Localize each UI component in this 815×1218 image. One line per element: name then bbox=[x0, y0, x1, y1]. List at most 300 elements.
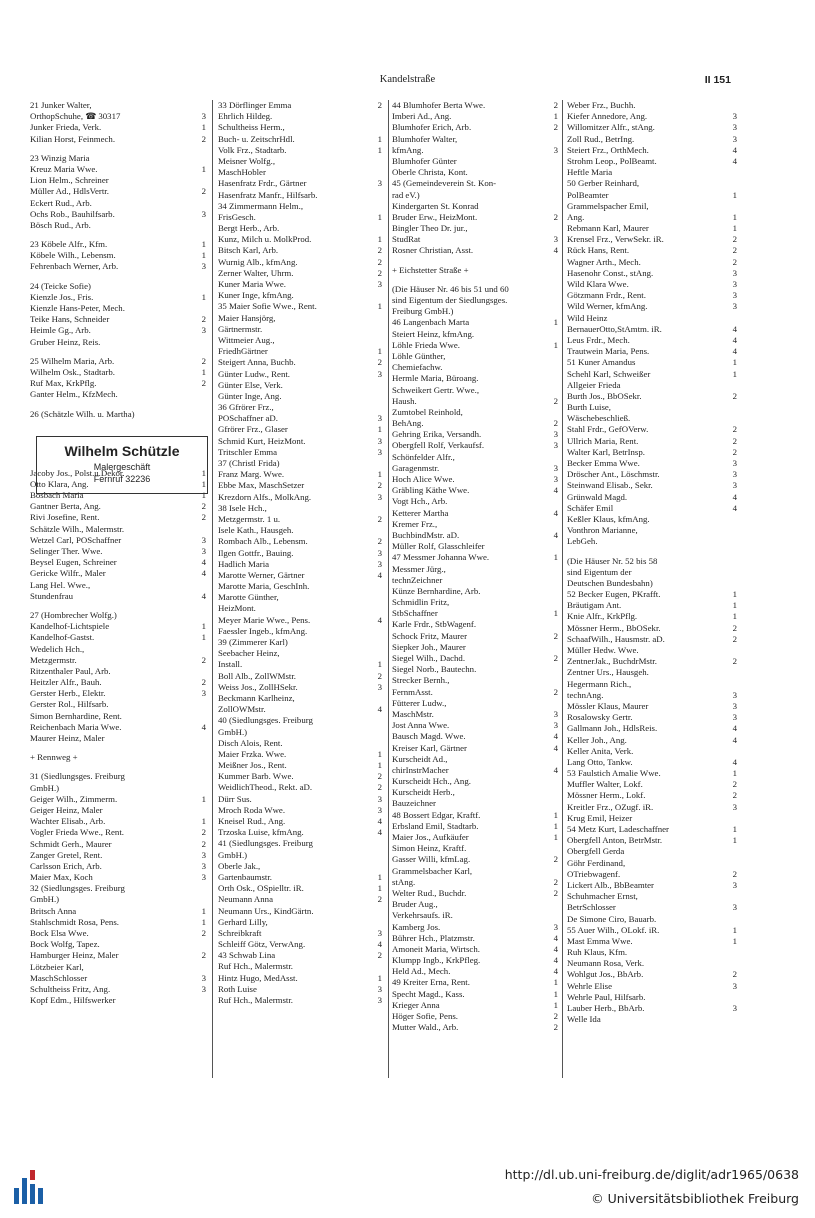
floor-number: 4 bbox=[553, 955, 558, 966]
entry-text: Install. bbox=[218, 659, 243, 670]
directory-entry bbox=[567, 958, 737, 969]
directory-entry bbox=[218, 100, 382, 111]
directory-entry bbox=[30, 175, 206, 186]
directory-entry bbox=[392, 440, 558, 451]
floor-number: 3 bbox=[732, 689, 737, 700]
floor-number: 3 bbox=[732, 712, 737, 723]
directory-entry bbox=[392, 257, 558, 265]
floor-number: 3 bbox=[732, 133, 737, 144]
entry-text: Hegermann Rich., bbox=[567, 678, 632, 689]
directory-entry bbox=[392, 642, 558, 653]
floor-number: 2 bbox=[732, 234, 737, 245]
floor-number: 2 bbox=[553, 854, 558, 865]
floor-number: 1 bbox=[553, 832, 558, 842]
entry-text: Amoneit Maria, Wirtsch. bbox=[392, 943, 480, 954]
entry-text: Grammelspacher Emil, bbox=[567, 200, 649, 211]
floor-number: 1 bbox=[553, 111, 558, 122]
floor-number: 2 bbox=[732, 656, 737, 667]
floor-number: 1 bbox=[732, 935, 737, 946]
entry-text: Dröscher Ant., Löschmstr. bbox=[567, 469, 660, 480]
entry-text: Held Ad., Mech. bbox=[392, 966, 451, 977]
floor-number: 3 bbox=[732, 122, 737, 133]
entry-text: Volk Frz., Stadtarb. bbox=[218, 144, 287, 155]
floor-number: 3 bbox=[553, 440, 558, 451]
entry-text: Wachter Elisab., Arb. bbox=[30, 816, 106, 827]
directory-entry bbox=[567, 869, 737, 880]
directory-entry bbox=[392, 317, 558, 328]
directory-entry bbox=[567, 723, 737, 734]
entry-text: Bergt Herb., Arb. bbox=[218, 223, 280, 234]
entry-text: Ullrich Maria, Rent. bbox=[567, 435, 639, 446]
entry-text: 34 Zimmermann Helm., bbox=[218, 200, 304, 211]
directory-entry bbox=[392, 530, 558, 541]
directory-entry bbox=[567, 701, 737, 712]
directory-entry bbox=[30, 501, 206, 512]
floor-number: 1 bbox=[377, 972, 382, 983]
floor-number: 1 bbox=[377, 301, 382, 312]
entry-text: Bruder Aug., bbox=[392, 899, 438, 910]
entry-text: Schreibkraft bbox=[218, 927, 262, 938]
directory-entry bbox=[567, 346, 737, 357]
directory-entry bbox=[567, 1003, 737, 1014]
directory-entry bbox=[392, 877, 558, 888]
entry-text: Vogler Frieda Wwe., Rent. bbox=[30, 827, 124, 838]
entry-text: 23 Köbele Alfr., Kfm. bbox=[30, 239, 108, 250]
directory-entry bbox=[218, 682, 382, 693]
entry-text: GmbH.) bbox=[30, 782, 60, 793]
entry-text: Heftle Maria bbox=[567, 167, 613, 178]
entry-text: Siepker Joh., Maurer bbox=[392, 641, 466, 652]
floor-number: 2 bbox=[553, 887, 558, 898]
entry-text: Maier Jos., Aufkäufer bbox=[392, 832, 469, 842]
entry-text: Mössner Herm., Lokf. bbox=[567, 790, 646, 801]
entry-text: Marotte Günther, bbox=[218, 592, 279, 603]
entry-text: Garagenmstr. bbox=[392, 462, 440, 473]
floor-number: 1 bbox=[732, 824, 737, 834]
floor-number: 3 bbox=[732, 902, 737, 913]
directory-entry bbox=[567, 925, 737, 936]
directory-entry bbox=[30, 816, 206, 827]
directory-entry bbox=[30, 401, 206, 409]
floor-number: 3 bbox=[732, 879, 737, 890]
floor-number: 1 bbox=[201, 467, 206, 478]
floor-number: 2 bbox=[201, 827, 206, 838]
entry-text: Rück Hans, Rent. bbox=[567, 245, 630, 256]
entry-text: Wehrle Elise bbox=[567, 980, 612, 991]
directory-entry bbox=[218, 715, 382, 726]
floor-number: 3 bbox=[377, 927, 382, 938]
entry-text: Kneisel Rud., Ang. bbox=[218, 816, 286, 826]
directory-entry bbox=[392, 541, 558, 552]
entry-text: GmbH.) bbox=[218, 726, 248, 737]
directory-entry bbox=[567, 436, 737, 447]
entry-text: Heimle Gg., Arb. bbox=[30, 325, 91, 336]
entry-text: Bauzeichner bbox=[392, 798, 436, 809]
entry-text: 31 (Siedlungsges. Freiburg bbox=[30, 771, 125, 782]
floor-number: 1 bbox=[732, 924, 737, 935]
directory-entry bbox=[30, 303, 206, 314]
directory-entry bbox=[392, 810, 558, 821]
floor-number: 1 bbox=[377, 133, 382, 144]
entry-text: Lion Helm., Schreiner bbox=[30, 175, 109, 186]
directory-entry bbox=[392, 977, 558, 988]
entry-text: Schleiff Götz, VerwAng. bbox=[218, 939, 306, 950]
entry-text: 27 (Hombrecher Wolfg.) bbox=[30, 609, 117, 620]
floor-number: 4 bbox=[201, 557, 206, 568]
entry-text: MaschHobler bbox=[218, 167, 266, 178]
directory-entry bbox=[218, 324, 382, 335]
directory-entry bbox=[567, 735, 737, 746]
entry-text: Bingler Theo Dr. jur., bbox=[392, 223, 468, 234]
directory-entry bbox=[392, 265, 558, 276]
directory-entry bbox=[392, 776, 558, 787]
entry-text: Oberle Jak., bbox=[218, 860, 261, 871]
floor-number: 3 bbox=[377, 413, 382, 424]
floor-number: 2 bbox=[732, 256, 737, 267]
entry-text: Obergfell Gerda bbox=[567, 846, 625, 857]
floor-number: 2 bbox=[201, 501, 206, 512]
floor-number: 4 bbox=[377, 614, 382, 625]
directory-entry bbox=[567, 645, 737, 656]
entry-text: Bausch Magd. Wwe. bbox=[392, 731, 466, 742]
directory-entry bbox=[567, 634, 737, 645]
directory-entry bbox=[567, 790, 737, 801]
floor-number: 3 bbox=[732, 458, 737, 468]
floor-number: 3 bbox=[201, 111, 206, 122]
floor-number: 1 bbox=[201, 239, 206, 250]
entry-text: Blumhofer Walter, bbox=[392, 133, 458, 144]
entry-text: Schuhmacher Ernst, bbox=[567, 891, 638, 902]
entry-text: + Eichstetter Straße + bbox=[392, 264, 469, 275]
entry-text: Obergfell Rolf, Verkaufsf. bbox=[392, 440, 485, 451]
entry-text: 32 (Siedlungsges. Freiburg bbox=[30, 883, 125, 894]
directory-entry bbox=[30, 805, 206, 816]
entry-text: Mössler Klaus, Maurer bbox=[567, 700, 649, 711]
floor-number: 3 bbox=[553, 429, 558, 440]
entry-text: kfmAng. bbox=[392, 144, 424, 155]
entry-text: Ebbe Max, MaschSetzer bbox=[218, 480, 305, 491]
entry-text: Metzgermstr. bbox=[30, 654, 77, 665]
entry-text: 55 Auer Wilh., OLokf. iR. bbox=[567, 924, 660, 935]
directory-entry bbox=[30, 883, 206, 894]
directory-entry bbox=[30, 666, 206, 677]
directory-entry bbox=[567, 268, 737, 279]
entry-text: Ehrlich Hildeg. bbox=[218, 111, 273, 122]
entry-text: Weiss Jos., ZollHSekr. bbox=[218, 681, 298, 692]
directory-entry bbox=[567, 503, 737, 514]
entry-text: Krezdorn Alfs., MolkAng. bbox=[218, 491, 312, 502]
entry-text: Gantner Berta, Ang. bbox=[30, 501, 101, 512]
source-url[interactable]: http://dl.ub.uni-freiburg.de/diglit/adr1965/0638 bbox=[504, 1167, 799, 1182]
entry-text: 44 Blumhofer Berta Wwe. bbox=[392, 100, 486, 110]
directory-entry bbox=[392, 463, 558, 474]
directory-entry bbox=[567, 578, 737, 589]
directory-entry bbox=[567, 413, 737, 424]
directory-entry bbox=[392, 329, 558, 340]
directory-entry bbox=[392, 597, 558, 608]
directory-entry bbox=[567, 514, 737, 525]
entry-text: Mast Emma Wwe. bbox=[567, 935, 633, 946]
floor-number: 3 bbox=[201, 534, 206, 545]
directory-entry bbox=[30, 209, 206, 220]
directory-entry bbox=[392, 832, 558, 843]
entry-text: Haush. bbox=[392, 395, 417, 406]
floor-number: 1 bbox=[201, 621, 206, 632]
directory-entry bbox=[218, 156, 382, 167]
directory-entry bbox=[218, 469, 382, 480]
floor-number: 4 bbox=[377, 816, 382, 826]
floor-number: 1 bbox=[553, 820, 558, 831]
entry-text: BuchbindMstr. aD. bbox=[392, 529, 460, 540]
directory-entry bbox=[30, 281, 206, 292]
directory-entry bbox=[392, 178, 558, 189]
entry-text: + Rennweg + bbox=[30, 752, 78, 763]
floor-number: 1 bbox=[201, 916, 206, 927]
directory-entry bbox=[218, 492, 382, 503]
directory-entry bbox=[30, 580, 206, 591]
floor-number: 4 bbox=[732, 144, 737, 155]
directory-entry bbox=[218, 727, 382, 738]
entry-text: Ochs Rob., Bauhilfsarb. bbox=[30, 208, 115, 219]
directory-entry bbox=[392, 156, 558, 167]
directory-entry bbox=[567, 458, 737, 469]
floor-number: 4 bbox=[553, 764, 558, 775]
floor-number: 1 bbox=[732, 835, 737, 846]
directory-entry bbox=[392, 111, 558, 122]
directory-entry bbox=[567, 746, 737, 757]
directory-entry bbox=[392, 351, 558, 362]
entry-text: Specht Magd., Kass. bbox=[392, 988, 465, 999]
directory-entry bbox=[218, 335, 382, 346]
directory-entry bbox=[30, 100, 206, 111]
entry-text: Kreiser Karl, Gärtner bbox=[392, 742, 467, 753]
directory-entry bbox=[392, 340, 558, 351]
entry-text: 41 (Siedlungsges. Freiburg bbox=[218, 838, 313, 849]
entry-text: Kremer Frz., bbox=[392, 518, 438, 529]
directory-entry bbox=[30, 261, 206, 272]
directory-entry bbox=[392, 787, 558, 798]
directory-entry bbox=[218, 917, 382, 928]
advertisement-box bbox=[36, 436, 208, 494]
floor-number: 1 bbox=[201, 905, 206, 916]
floor-number: 4 bbox=[377, 939, 382, 950]
floor-number: 4 bbox=[553, 742, 558, 753]
entry-text: Bruder Erw., HeizMont. bbox=[392, 211, 478, 222]
entry-text: Ganter Helm., KfzMech. bbox=[30, 389, 118, 400]
directory-entry bbox=[567, 679, 737, 690]
directory-entry bbox=[392, 190, 558, 201]
entry-text: Leus Frdr., Mech. bbox=[567, 334, 630, 345]
floor-number: 2 bbox=[377, 513, 382, 524]
floor-number: 1 bbox=[201, 163, 206, 174]
floor-number: 1 bbox=[732, 589, 737, 600]
directory-entry bbox=[218, 581, 382, 592]
directory-entry bbox=[218, 503, 382, 514]
directory-entry bbox=[567, 813, 737, 824]
directory-entry bbox=[30, 917, 206, 928]
entry-text: HeizMont. bbox=[218, 603, 256, 614]
floor-number: 3 bbox=[732, 801, 737, 812]
entry-text: Wäschebeschließ. bbox=[567, 413, 631, 424]
floor-number: 2 bbox=[553, 653, 558, 663]
entry-text: Bösch Rud., Arb. bbox=[30, 219, 91, 230]
directory-entry bbox=[218, 234, 382, 245]
entry-text: Eckert Rud., Arb. bbox=[30, 197, 92, 208]
entry-text: Lang Hel. Wwe., bbox=[30, 579, 91, 590]
entry-text: Hasenfratz Manfr., Hilfsarb. bbox=[218, 189, 318, 200]
entry-text: Müller Hedw. Wwe. bbox=[567, 645, 639, 655]
entry-text: Gerhard Lilly, bbox=[218, 916, 268, 927]
directory-entry bbox=[218, 380, 382, 391]
floor-number: 3 bbox=[377, 983, 382, 994]
directory-entry bbox=[218, 771, 382, 782]
entry-text: Rosalowsky Gertr. bbox=[567, 712, 633, 723]
floor-number: 3 bbox=[732, 480, 737, 491]
entry-text: Schätzle Wilh., Malermstr. bbox=[30, 523, 125, 534]
floor-number: 3 bbox=[377, 547, 382, 558]
entry-text: Verkehrsaufs. iR. bbox=[392, 910, 453, 921]
directory-entry bbox=[567, 279, 737, 290]
floor-number: 2 bbox=[732, 245, 737, 256]
ad-phone: Fernruf 32236 bbox=[93, 474, 151, 484]
entry-text: Schehl Karl, Schweißer bbox=[567, 368, 651, 379]
directory-entry bbox=[30, 409, 206, 420]
directory-entry bbox=[567, 846, 737, 857]
directory-entry bbox=[392, 854, 558, 865]
floor-number: 2 bbox=[553, 211, 558, 222]
floor-number: 1 bbox=[732, 211, 737, 222]
entry-text: Ang. bbox=[567, 211, 585, 222]
directory-entry bbox=[218, 603, 382, 614]
entry-text: Ruf Max, KrkPflg. bbox=[30, 378, 97, 389]
entry-text: Rombach Alb., Lebensm. bbox=[218, 536, 308, 547]
directory-entry bbox=[30, 122, 206, 133]
floor-number: 2 bbox=[201, 512, 206, 523]
directory-entry bbox=[567, 301, 737, 312]
directory-entry bbox=[30, 677, 206, 688]
directory-entry bbox=[567, 324, 737, 335]
directory-entry bbox=[392, 709, 558, 720]
entry-text: Keller Anita, Verk. bbox=[567, 745, 634, 756]
entry-text: Steiert Heinz, kfmAng. bbox=[392, 328, 475, 339]
floor-number: 1 bbox=[732, 368, 737, 379]
directory-entry bbox=[567, 600, 737, 611]
directory-entry bbox=[567, 402, 737, 413]
entry-text: Junker Frieda, Verk. bbox=[30, 122, 102, 133]
directory-entry bbox=[392, 552, 558, 563]
floor-number: 2 bbox=[201, 186, 206, 197]
directory-entry bbox=[567, 667, 737, 678]
floor-number: 1 bbox=[377, 234, 382, 245]
floor-number: 2 bbox=[377, 771, 382, 782]
column-divider bbox=[388, 100, 389, 1078]
entry-text: Maier Frzka. Wwe. bbox=[218, 748, 287, 759]
directory-entry bbox=[392, 687, 558, 698]
floor-number: 4 bbox=[201, 590, 206, 601]
directory-entry bbox=[218, 167, 382, 178]
entry-text: Stahl Frdr., GefOVerw. bbox=[567, 424, 649, 435]
directory-entry bbox=[392, 743, 558, 754]
entry-text: Trautwein Maria, Pens. bbox=[567, 346, 650, 357]
directory-entry bbox=[392, 754, 558, 765]
entry-text: Wetzel Carl, POSchaffner bbox=[30, 534, 122, 545]
directory-entry bbox=[218, 245, 382, 256]
floor-number: 1 bbox=[201, 632, 206, 643]
entry-text: Gallmann Joh., HdlsReis. bbox=[567, 723, 658, 734]
entry-text: Günter Else, Verk. bbox=[218, 379, 283, 390]
entry-text: 35 Maier Sofie Wwe., Rent. bbox=[218, 301, 317, 312]
directory-entry bbox=[567, 589, 737, 600]
directory-entry bbox=[567, 480, 737, 491]
entry-text: Becker Emma Wwe. bbox=[567, 458, 640, 468]
entry-text: 37 (Christl Frida) bbox=[218, 458, 280, 468]
floor-number: 1 bbox=[377, 424, 382, 435]
entry-text: Marotte Werner, Gärtner bbox=[218, 569, 305, 580]
entry-text: (Die Häuser Nr. 46 bis 51 und 60 bbox=[392, 283, 509, 294]
entry-text: 49 Kreiter Erna, Rent. bbox=[392, 977, 470, 988]
entry-text: Schultheiss Fritz, Ang. bbox=[30, 983, 111, 994]
floor-number: 4 bbox=[732, 502, 737, 513]
directory-entry bbox=[392, 508, 558, 519]
floor-number: 3 bbox=[732, 469, 737, 480]
entry-text: Bosbach Maria bbox=[30, 490, 84, 501]
page-number: II 151 bbox=[704, 74, 731, 86]
entry-text: Hamburger Heinz, Maler bbox=[30, 950, 119, 961]
street-title: Kandelstraße bbox=[379, 74, 436, 85]
entry-text: 39 (Zimmerer Karl) bbox=[218, 637, 288, 647]
directory-entry bbox=[218, 738, 382, 749]
entry-text: Wurnig Alb., kfmAng. bbox=[218, 256, 298, 267]
directory-entry bbox=[392, 798, 558, 809]
floor-number: 2 bbox=[377, 536, 382, 547]
directory-entry bbox=[218, 760, 382, 771]
floor-number: 3 bbox=[377, 793, 382, 804]
floor-number: 2 bbox=[553, 686, 558, 697]
entry-text: Fehrenbach Werner, Arb. bbox=[30, 261, 119, 272]
entry-text: Carlsson Erich, Arb. bbox=[30, 860, 102, 871]
directory-entry bbox=[30, 839, 206, 850]
entry-text: Steinwand Elisab., Sekr. bbox=[567, 480, 653, 491]
directory-entry bbox=[30, 198, 206, 209]
floor-number: 2 bbox=[553, 122, 558, 133]
entry-text: Gartenbaumstr. bbox=[218, 871, 272, 882]
floor-number: 1 bbox=[201, 366, 206, 377]
directory-entry bbox=[30, 512, 206, 523]
directory-entry bbox=[218, 424, 382, 435]
floor-number: 4 bbox=[553, 731, 558, 742]
entry-text: Wilhelm Osk., Stadtarb. bbox=[30, 366, 115, 377]
entry-text: Kamberg Jos. bbox=[392, 921, 441, 932]
entry-text: Ruf Hch., Malermstr. bbox=[218, 995, 294, 1005]
floor-number: 3 bbox=[377, 368, 382, 379]
directory-entry bbox=[392, 496, 558, 507]
entry-text: ZentnerJak., BuchdrMstr. bbox=[567, 656, 657, 667]
floor-number: 3 bbox=[377, 279, 382, 289]
entry-text: 33 Dörflinger Emma bbox=[218, 100, 292, 110]
entry-text: Höger Sofie, Pens. bbox=[392, 1011, 458, 1021]
entry-text: Künze Bernhardine, Arb. bbox=[392, 585, 481, 596]
floor-number: 3 bbox=[377, 178, 382, 189]
floor-number: 2 bbox=[377, 267, 382, 278]
entry-text: Wohlgut Jos., BbArb. bbox=[567, 969, 644, 980]
directory-entry bbox=[30, 711, 206, 722]
floor-number: 3 bbox=[201, 972, 206, 983]
entry-text: Kienzle Hans-Peter, Mech. bbox=[30, 303, 125, 313]
directory-entry bbox=[567, 469, 737, 480]
directory-entry bbox=[30, 250, 206, 261]
directory-entry bbox=[392, 675, 558, 686]
directory-entry bbox=[218, 413, 382, 424]
